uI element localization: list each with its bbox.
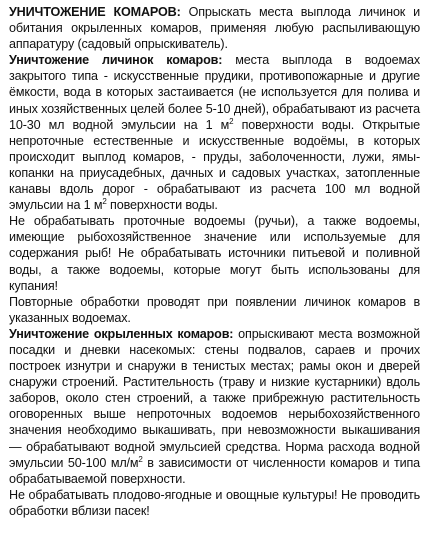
paragraph-crops-warning	[9, 487, 420, 519]
heading-winged-destruction: Уничтожение окрыленных комаров:	[9, 326, 234, 341]
paragraph-mosquito-destruction	[9, 4, 420, 52]
paragraph-text-cont: поверхности воды. Открытые непроточные естественные и искусственные водоёмы, в которых происходит выплод комаров, - пруды, заболоченности, лужи, ямы-копанки на приусадебных, дачных и садовых участках, затопленные канавы вдоль дорог - обрабатывают из расчета 100 мл водной эмульсии на 1 м	[9, 117, 421, 213]
paragraph-repeat-treatment	[9, 294, 420, 326]
paragraph-larvae-destruction	[9, 52, 420, 213]
paragraph-text: Не обрабатывать проточные водоемы (ручьи), а также водоемы, имеющие рыбохозяйственное значение или используемые для содержания рыб! Не обрабатывать источники питьевой и поливной воды, а также водоемы, которые могут быть использованы для купания!	[9, 214, 420, 293]
superscript: 2	[138, 454, 143, 464]
paragraph-text-cont: в зависимости от численности комаров и типа обрабатываемой поверхности.	[9, 455, 420, 486]
paragraph-text-cont: поверхности воды.	[106, 198, 218, 213]
paragraph-text: места выплода в водоемах закрытого типа - искусственные прудики, противопожарные и другие ёмкости, вода в которых застаивается (не используется для полива и иных хозяйственных целей более 5-10 дней), обрабатывают из расчета 10-30 мл водной эмульсии на 1 м	[9, 53, 420, 132]
paragraph-text: Опрыскать места выплода личинок и обитания окрыленных комаров, применяя любую распыливающую аппаратуру (садовый опрыскиватель).	[9, 5, 420, 52]
paragraph-text: Не обрабатывать плодово-ягодные и овощные культуры! Не проводить обработки вблизи пасек!	[9, 487, 420, 518]
superscript: 2	[102, 196, 107, 206]
paragraph-text: опрыскивают места возможной посадки и дневки насекомых: стены подвалов, сараев и прочих построек изнутри и снаружи в тенистых местах; рамы окон и дверей снаружи строений. Растительность (траву и низкие кустарники) вдоль заборов, около стен строений, а также прибрежную растительность оговоренных выше непроточных водоемов нерыбохозяйственного значения необходимо выкашивать, при невозможности выкашивания — обрабатывают водной эмульсией средства. Норма расхода водной эмульсии 50-100 мл/м	[9, 326, 420, 470]
superscript: 2	[229, 116, 234, 126]
heading-mosquito-destruction: УНИЧТОЖЕНИЕ КОМАРОВ:	[9, 5, 181, 19]
paragraph-water-warning	[9, 213, 420, 293]
heading-larvae-destruction: Уничтожение личинок комаров:	[9, 53, 223, 68]
paragraph-winged-destruction	[9, 326, 420, 487]
paragraph-text: Повторные обработки проводят при появлении личинок комаров в указанных водоемах.	[9, 294, 420, 325]
